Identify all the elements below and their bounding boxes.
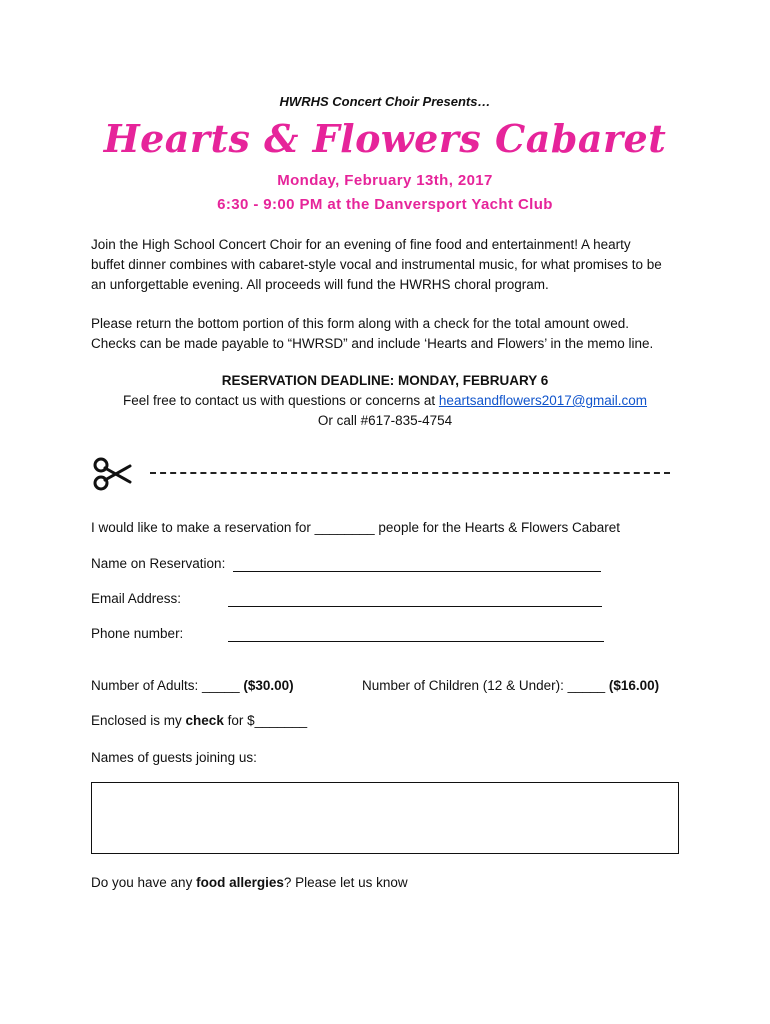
enclosed-line	[91, 713, 307, 728]
scissors-icon	[92, 456, 136, 492]
contact-phone: Or call #617-835-4754	[317, 413, 453, 428]
enclosed-check: check	[185, 713, 224, 728]
allergy-line	[91, 875, 408, 890]
contact-email-link[interactable]: heartsandflowers2017@gmail.com	[438, 393, 647, 408]
adults-label: Number of Adults: _____	[91, 678, 244, 693]
intro-line-1: Join the High School Concert Choir for an evening of fine food and entertainment! A hearty	[91, 237, 631, 252]
children-label: Number of Children (12 & Under): _____	[362, 678, 609, 693]
email-field[interactable]	[228, 605, 602, 607]
instructions-paragraph	[91, 314, 691, 354]
contact-line	[0, 393, 770, 408]
contact-prefix: Feel free to contact us with questions or concerns at	[123, 393, 439, 408]
allergy-bold: food allergies	[196, 875, 284, 890]
enclosed-suffix: for $_______	[223, 713, 308, 728]
intro-line-2: buffet dinner combines with cabaret-style vocal and instrumental music, for what promises to be	[91, 257, 662, 272]
reservation-deadline: RESERVATION DEADLINE: MONDAY, FEBRUARY 6	[221, 373, 549, 388]
intro-line-3: an unforgettable evening. All proceeds will fund the HWRHS choral program.	[91, 277, 549, 292]
guests-label: Names of guests joining us:	[91, 750, 257, 765]
allergy-prefix: Do you have any	[91, 875, 197, 890]
event-date: Monday, February 13th, 2017	[277, 172, 493, 189]
instructions-line-1: Please return the bottom portion of this form along with a check for the total amount owed.	[91, 316, 630, 331]
allergy-suffix: ? Please let us know	[283, 875, 408, 890]
name-field[interactable]	[233, 570, 601, 572]
cut-line	[92, 456, 672, 492]
adults-price: ($30.00)	[243, 678, 294, 693]
intro-paragraph	[91, 235, 691, 295]
adults-line	[91, 678, 294, 693]
children-price: ($16.00)	[608, 678, 660, 693]
event-title: Hearts & Flowers Cabaret	[103, 116, 667, 161]
guests-textbox[interactable]	[91, 782, 679, 854]
reservation-count-line: I would like to make a reservation for ________ people for the Hearts & Flowers Cabaret	[91, 520, 621, 535]
enclosed-prefix: Enclosed is my	[91, 713, 186, 728]
phone-label: Phone number:	[91, 626, 184, 641]
event-time-location: 6:30 - 9:00 PM at the Danversport Yacht Club	[217, 196, 553, 213]
instructions-line-2: Checks can be made payable to “HWRSD” and include ‘Hearts and Flowers’ in the memo line.	[91, 336, 654, 351]
children-line	[362, 678, 659, 693]
phone-field[interactable]	[228, 640, 604, 642]
presents-line: HWRHS Concert Choir Presents…	[279, 94, 491, 109]
email-label: Email Address:	[91, 591, 182, 606]
dashed-cut-line	[150, 472, 670, 474]
name-label: Name on Reservation:	[91, 556, 226, 571]
